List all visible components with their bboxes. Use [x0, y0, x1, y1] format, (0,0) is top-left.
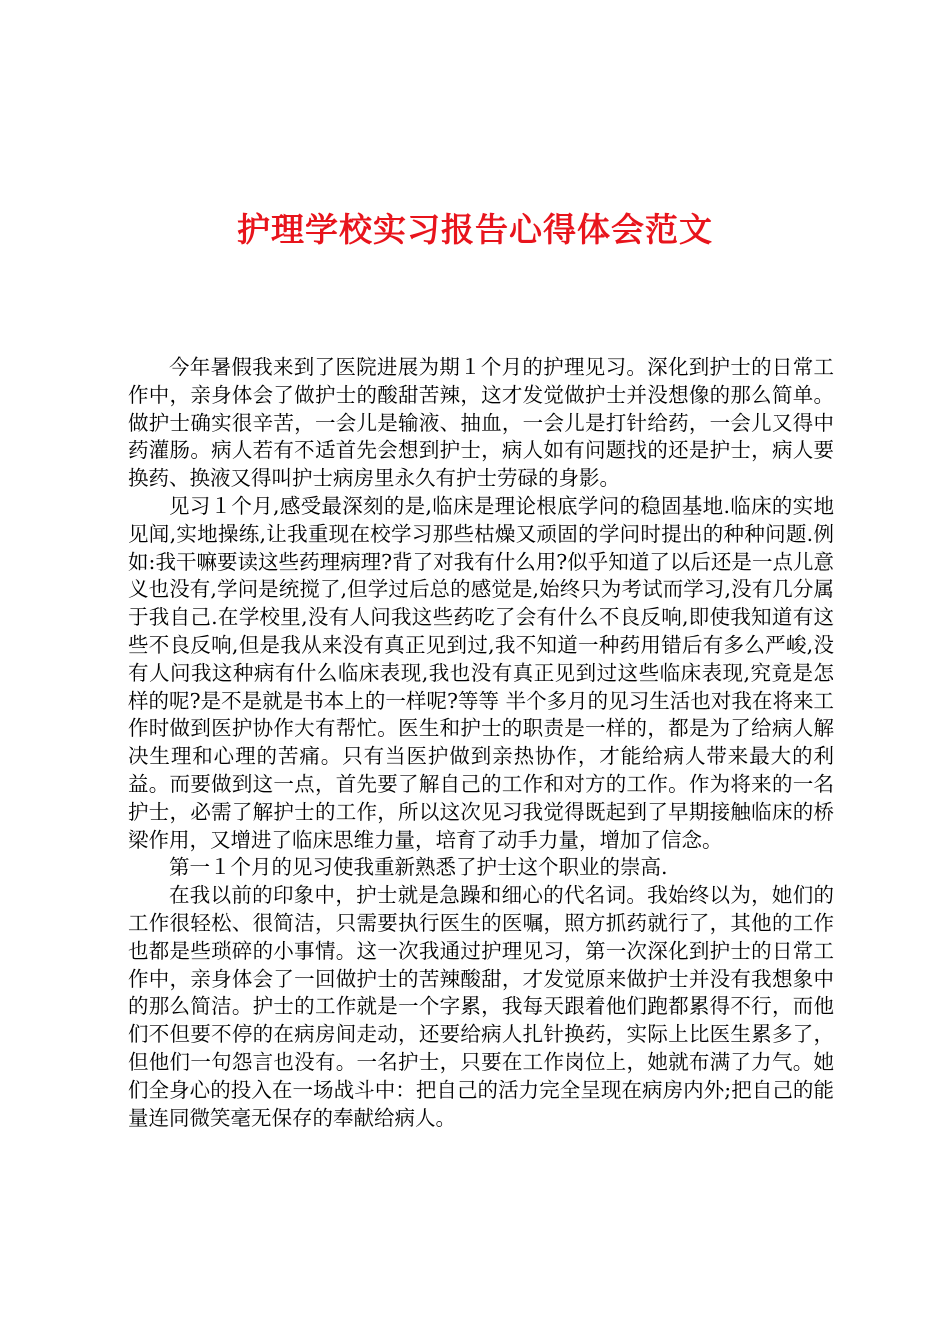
document-body [128, 354, 834, 1132]
paragraph-2: 见习１个月,感受最深刻的是,临床是理论根底学问的稳固基地.临床的实地见闻,实地操练,让我重现在校学习那些枯燥又顽固的学问时提出的种种问题.例如:我干嘛要读这些药理病理?背了对我有什么用?似乎知道了以后还是一点儿意义也没有,学问是统搅了,但学过后总的感觉是,始终只为考试而学习,没有几分属于我自己.在学校里,没有人问我这些药吃了会有什么不良反响,即使我知道有这些不良反响,但是我从来没有真正见到过,我不知道一种药用错后有多么严峻,没有人问我这种病有什么临床表现,我也没有真正见到过这些临床表现,究竟是怎样的呢?是不是就是书本上的一样呢?等等 半个多月的见习生活也对我在将来工作时做到医护协作大有帮忙。医生和护士的职责是一样的，都是为了给病人解决生理和心理的苦痛。只有当医护做到亲热协作，才能给病人带来最大的利益。而要做到这一点，首先要了解自己的工作和对方的工作。作为将来的一名护士，必需了解护士的工作，所以这次见习我觉得既起到了早期接触临床的桥梁作用，又增进了临床思维力量，培育了动手力量，增加了信念。 [128, 493, 834, 852]
paragraph-1: 今年暑假我来到了医院进展为期１个月的护理见习。深化到护士的日常工作中，亲身体会了做护士的酸甜苦辣，这才发觉做护士并没想像的那么简单。做护士确实很辛苦，一会儿是输液、抽血，一会儿是打针给药，一会儿又得中药灌肠。病人若有不适首先会想到护士，病人如有问题找的还是护士，病人要换药、换液又得叫护士病房里永久有护士劳碌的身影。 [128, 355, 834, 491]
paragraph-3: 第一１个月的见习使我重新熟悉了护士这个职业的崇高. [169, 855, 668, 880]
document-title: 护理学校实习报告心得体会范文 [237, 210, 713, 249]
paragraph-4: 在我以前的印象中，护士就是急躁和细心的代名词。我始终以为，她们的工作很轻松、很简洁，只需要执行医生的医嘱，照方抓药就行了，其他的工作也都是些琐碎的小事情。这一次我通过护理见习，第一次深化到护士的日常工作中，亲身体会了一回做护士的苦辣酸甜，才发觉原来做护士并没有我想象中的那么简洁。护士的工作就是一个字累，我每天跟着他们跑都累得不行，而他们不但要不停的在病房间走动，还要给病人扎针换药，实际上比医生累多了，但他们一句怨言也没有。一名护士，只要在工作岗位上，她就布满了力气。她们全身心的投入在一场战斗中：把自己的活力完全呈现在病房内外;把自己的能量连同微笑毫无保存的奉献给病人。 [128, 883, 834, 1130]
